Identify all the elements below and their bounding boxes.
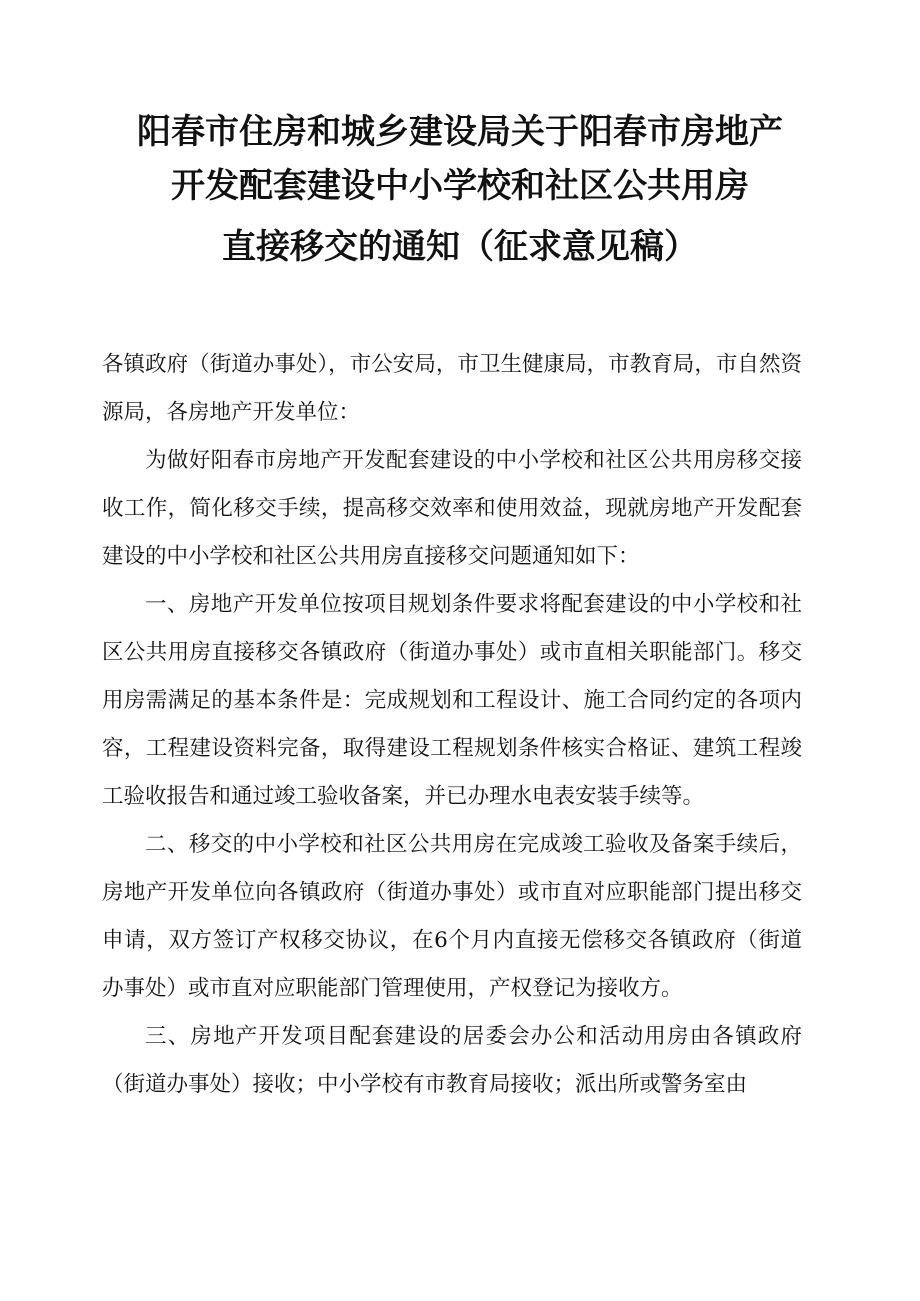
document-title-line-2: 开发配套建设中小学校和社区公共用房 — [171, 166, 749, 206]
paragraph-item-3: 三、房地产开发项目配套建设的居委会办公和活动用房由各镇政府（街道办事处）接收；中小学校有市教育局接收；派出所或警务室由 — [102, 1024, 802, 1097]
salutation: 各镇政府（街道办事处），市公安局，市卫生健康局，市教育局，市自然资源局，各房地产开发单位： — [102, 352, 802, 425]
paragraph-item-1: 一、房地产开发单位按项目规划条件要求将配套建设的中小学校和社区公共用房直接移交各镇政府（街道办事处）或市直相关职能部门。移交用房需满足的基本条件是：完成规划和工程设计、施工合同约定的各项内容，工程建设资料完备，取得建设工程规划条件核实合格证、建筑工程竣工验收报告和通过竣工验收备案，并已办理水电表安装手续等。 — [102, 592, 802, 809]
paragraph-item-2: 二、移交的中小学校和社区公共用房在完成竣工验收及备案手续后，房地产开发单位向各镇政府（街道办事处）或市直对应职能部门提出移交申请，双方签订产权移交协议，在6个月内直接无偿移交各镇政府（街道办事处）或市直对应职能部门管理使用，产权登记为接收方。 — [102, 832, 802, 1001]
document-body — [102, 341, 802, 1109]
document-title-line-1: 阳春市住房和城乡建设局关于阳春市房地产 — [137, 112, 783, 152]
document-title-line-3: 直接移交的通知（征求意见稿） — [222, 227, 698, 267]
paragraph-intro: 为做好阳春市房地产开发配套建设的中小学校和社区公共用房移交接收工作，简化移交手续，提高移交效率和使用效益，现就房地产开发配套建设的中小学校和社区公共用房直接移交问题通知如下： — [102, 448, 802, 569]
